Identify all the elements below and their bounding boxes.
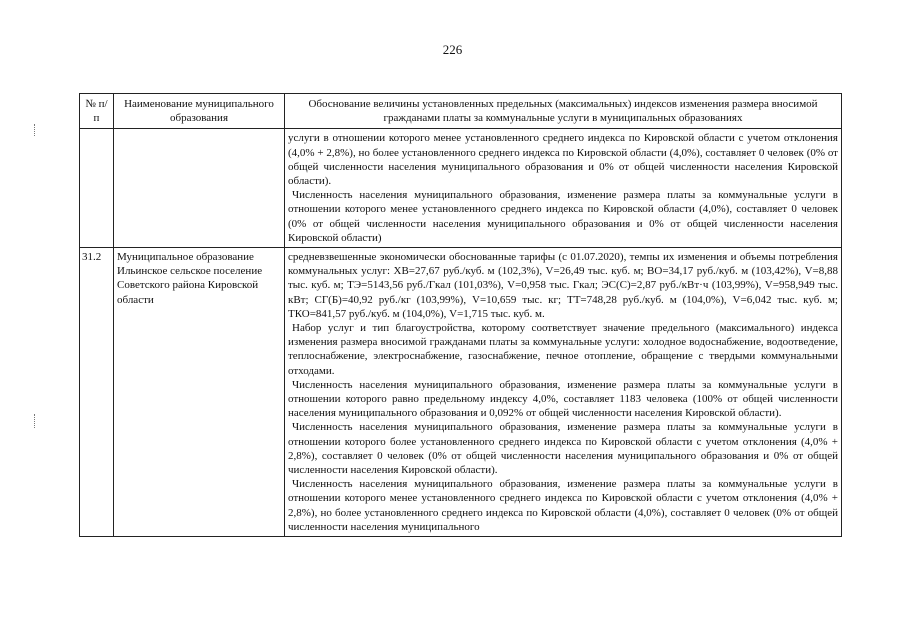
cell-name-empty — [114, 129, 285, 248]
margin-mark-top — [34, 124, 36, 136]
header-name: Наименование муниципального образования — [114, 94, 285, 129]
page-number: 226 — [442, 42, 463, 57]
paragraph: Численность населения муниципального образования, изменение размера платы за коммунальные услуги в отношении которого менее установленного среднего индекса по Кировской области с учетом отклонения (4,0% + 2,8%), но более установленного среднего индекса по Кировской области (4,0%), составляет 0 человек (0% от общей численности населения муниципального — [288, 478, 838, 533]
tariff-table — [79, 93, 842, 537]
paragraph: средневзвешенные экономически обоснованные тарифы (с 01.07.2020), темпы их изменения и объемы потребления коммунальных услуг: ХВ=27,67 руб./куб. м (102,3%), V=26,49 тыс. куб. м; ВО=34,17 руб./куб. м (103,42%), V=8,88 тыс. куб. м; ТЭ=5143,56 руб./Гкал (101,03%), V=0,958 тыс. Гкал; ЭС(С)=2,87 руб./кВт·ч (103,99%), V=958,949 тыс. кВт; СГ(Б)=40,92 руб./кг (103,99%), V=10,659 тыс. кг; ТТ=748,28 руб./куб. м (104,0%), V=6,042 тыс. куб. м; ТКО=841,57 руб./куб. м (104,0%), V=1,715 тыс. куб. м. — [288, 251, 838, 320]
cell-municipality-name: Муниципальное образование Ильинское сельское поселение Советского района Кировской области — [114, 248, 285, 537]
cell-number-empty — [80, 129, 114, 248]
paragraph: Численность населения муниципального образования, изменение размера платы за коммунальные услуги в отношении которого менее установленного среднего индекса по Кировской области (4,0%), составляет 0 человек (0% от общей численности населения муниципального образования и 0% от общей численности населения Кировской области) — [288, 189, 838, 244]
cell-justification — [285, 248, 842, 537]
paragraph: Численность населения муниципального образования, изменение размера платы за коммунальные услуги в отношении которого равно предельному индексу 4,0%, составляет 1183 человека (100% от общей численности населения муниципального образования и 0,092% от общей численности населения Кировской области). — [288, 378, 838, 420]
header-number: № п/п — [80, 94, 114, 129]
paragraph: Численность населения муниципального образования, изменение размера платы за коммунальные услуги в отношении которого более установленного среднего индекса по Кировской области с учетом отклонения (4,0% + 2,8%), составляет 0 человек (0% от общей численности населения муниципального образования и 0% от общей численности населения Кировской области). — [288, 421, 838, 477]
cell-justification — [285, 129, 842, 248]
paragraph: Набор услуг и тип благоустройства, которому соответствует значение предельного (максимального) индекса изменения размера вносимой гражданами платы за коммунальные услуги: холодное водоснабжение, водоотведение, теплоснабжение, электроснабжение, газоснабжение, печное отопление, обращение с твердыми коммунальными отходами. — [288, 322, 838, 377]
table-row-continuation — [80, 129, 842, 248]
table-row-31-2 — [80, 248, 842, 537]
paragraph: услуги в отношении которого менее установленного среднего индекса по Кировской области с учетом отклонения (4,0% + 2,8%), но более установленного среднего индекса по Кировской области (4,0%), составляет 0 человек (0% от общей численности населения муниципального образования и 0% от общей численности населения Кировской области). — [288, 132, 838, 188]
header-justification: Обоснование величины установленных предельных (максимальных) индексов изменения размера вносимой гражданами платы за коммунальные услуги в муниципальных образованиях — [285, 94, 842, 129]
cell-number: 31.2 — [80, 248, 114, 537]
margin-mark-bottom — [34, 414, 36, 428]
table-header-row — [80, 94, 842, 129]
